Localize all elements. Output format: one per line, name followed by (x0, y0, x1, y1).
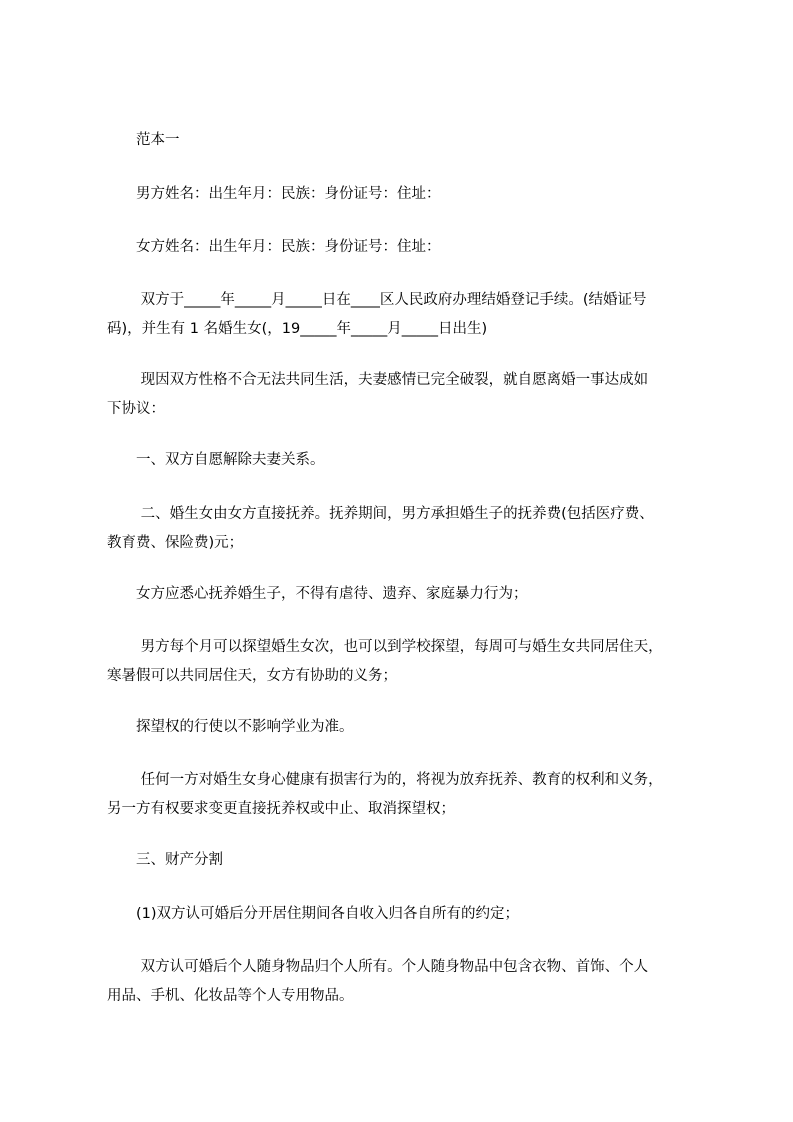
paragraph-income-agreement (107, 900, 707, 929)
paragraph-heading (107, 126, 707, 155)
text-line: 寒暑假可以共同居住天，女方有协助的义务； (107, 668, 397, 684)
text-line: (1)双方认可婚后分开居住期间各自收入归各自所有的约定； (107, 906, 520, 922)
paragraph-clause-one (107, 446, 707, 475)
paragraph-female-info (107, 233, 707, 262)
text-line: 用品、手机、化妆品等个人专用物品。 (107, 988, 354, 1004)
text-line: 下协议： (107, 401, 165, 417)
text-line: 女方姓名：出生年月：民族：身份证号：住址： (107, 239, 441, 255)
paragraph-personal-items (107, 953, 707, 1011)
text-line: 现因双方性格不合无法共同生活，夫妻感情已完全破裂，就自愿离婚一事达成如 (107, 372, 649, 388)
text-line: 教育费、保险费)元； (107, 535, 244, 551)
paragraph-visitation-limit (107, 713, 707, 742)
paragraph-visitation (107, 633, 707, 691)
paragraph-clause-two (107, 500, 707, 558)
paragraph-marriage-registration (107, 286, 707, 344)
paragraph-clause-three (107, 846, 707, 875)
text-line: 探望权的行使以不影响学业为准。 (107, 719, 354, 735)
paragraph-care-duty (107, 580, 707, 609)
text-line: 任何一方对婚生女身心健康有损害行为的，将视为放弃抚养、教育的权利和义务， (107, 772, 663, 788)
text-line: 双方认可婚后个人随身物品归个人所有。个人随身物品中包含衣物、首饰、个人 (107, 959, 649, 975)
text-line: 男方姓名：出生年月：民族：身份证号：住址： (107, 186, 441, 202)
paragraph-harm-clause (107, 766, 707, 824)
text-line: 范本一 (107, 132, 180, 148)
paragraph-divorce-reason (107, 366, 707, 424)
text-line: 女方应悉心抚养婚生子，不得有虐待、遗弃、家庭暴力行为； (107, 586, 528, 602)
text-line: 另一方有权要求变更直接抚养权或中止、取消探望权； (107, 801, 455, 817)
text-line: 双方于_____年_____月_____日在____区人民政府办理结婚登记手续。(结婚证号 (107, 292, 647, 308)
text-line: 男方每个月可以探望婚生女次，也可以到学校探望，每周可与婚生女共同居住天， (107, 639, 663, 655)
text-line: 三、财产分割 (107, 852, 223, 868)
text-line: 二、婚生女由女方直接抚养。抚养期间，男方承担婚生子的抚养费(包括医疗费、 (107, 506, 654, 522)
text-line: 一、双方自愿解除夫妻关系。 (107, 452, 325, 468)
text-line: 码)，并生有 1 名婚生女(，19_____年_____月_____日出生) (107, 321, 488, 337)
paragraph-male-info (107, 180, 707, 209)
